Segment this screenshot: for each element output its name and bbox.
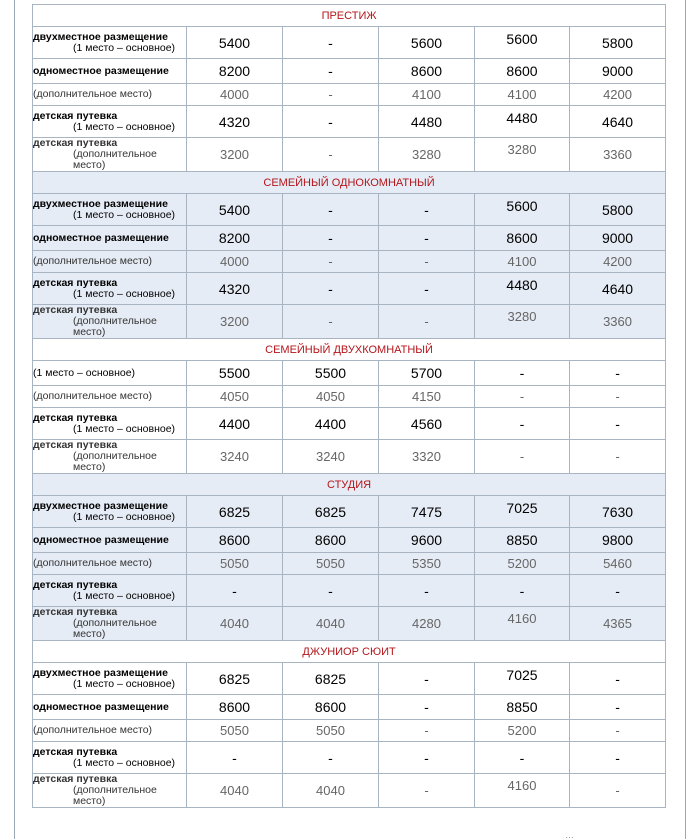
price-cell: 3360 <box>570 138 666 172</box>
row-label-main: детская путевка <box>33 276 118 289</box>
row-label <box>33 386 187 408</box>
price-cell: - <box>570 720 666 742</box>
row-label-note: (1 место – основное) <box>73 756 176 769</box>
price-cell: 9000 <box>570 226 666 251</box>
row-label-note: (1 место – основное) <box>73 510 176 523</box>
row-label <box>33 607 187 641</box>
price-cell: 6825 <box>187 496 283 528</box>
section-title: СЕМЕЙНЫЙ ОДНОКОМНАТНЫЙ <box>33 172 666 194</box>
price-table <box>32 4 666 808</box>
price-cell: 4160 <box>475 607 570 641</box>
price-cell: - <box>379 663 475 695</box>
price-cell: - <box>570 361 666 386</box>
price-cell: 4040 <box>283 607 379 641</box>
row-label-note: (1 место – основное) <box>73 677 176 690</box>
price-cell: 4000 <box>187 251 283 273</box>
price-cell: 5200 <box>475 720 570 742</box>
section-title: СЕМЕЙНЫЙ ДВУХКОМНАТНЫЙ <box>33 339 666 361</box>
price-cell: - <box>570 742 666 774</box>
price-cell: - <box>475 742 570 774</box>
price-cell: - <box>379 251 475 273</box>
price-cell: 4100 <box>475 84 570 106</box>
row-label-text: (дополнительное место) <box>33 255 153 267</box>
row-label-main: детская путевка <box>33 578 118 591</box>
price-row <box>33 408 666 440</box>
row-label-note: (дополнительное место) <box>73 450 157 473</box>
section-header-row <box>33 641 666 663</box>
price-cell: 4200 <box>570 251 666 273</box>
price-row <box>33 273 666 305</box>
price-cell: 6825 <box>283 663 379 695</box>
price-cell: - <box>475 386 570 408</box>
row-label-note: (1 место – основное) <box>73 120 176 133</box>
price-cell: 7475 <box>379 496 475 528</box>
price-row <box>33 496 666 528</box>
price-cell: 4640 <box>570 273 666 305</box>
row-label-text: (дополнительное место) <box>33 724 153 736</box>
price-cell: 8850 <box>475 528 570 553</box>
row-label-main: детская путевка <box>33 137 118 149</box>
price-cell: 4000 <box>187 84 283 106</box>
price-cell: 8600 <box>187 528 283 553</box>
row-label-note: (дополнительное место) <box>73 315 157 338</box>
price-cell: 5600 <box>475 194 570 226</box>
price-row <box>33 742 666 774</box>
price-cell: - <box>379 575 475 607</box>
price-cell: 8600 <box>475 226 570 251</box>
price-cell: 5400 <box>187 194 283 226</box>
price-cell: 4040 <box>187 607 283 641</box>
price-cell: 3200 <box>187 305 283 339</box>
price-row <box>33 27 666 59</box>
row-label <box>33 106 187 138</box>
row-label-note: (1 место – основное) <box>73 287 176 300</box>
row-label <box>33 553 187 575</box>
price-cell: - <box>570 386 666 408</box>
section-header-row <box>33 474 666 496</box>
price-cell: 4560 <box>379 408 475 440</box>
row-label <box>33 496 187 528</box>
price-cell: 4320 <box>187 106 283 138</box>
row-label <box>33 251 187 273</box>
row-label-text: (дополнительное место) <box>33 390 153 402</box>
section-header-row <box>33 172 666 194</box>
row-label-main: одноместное размещение <box>33 700 169 713</box>
price-cell: 8600 <box>283 695 379 720</box>
row-label-main: одноместное размещение <box>33 533 169 546</box>
row-label-note: (дополнительное место) <box>73 784 157 807</box>
price-row <box>33 226 666 251</box>
row-label-main: детская путевка <box>33 304 118 316</box>
price-cell: 4480 <box>379 106 475 138</box>
price-cell: 3280 <box>379 138 475 172</box>
price-cell: 8600 <box>475 59 570 84</box>
price-cell: - <box>570 408 666 440</box>
page-corner-mark: … <box>565 830 576 840</box>
price-cell: 5500 <box>187 361 283 386</box>
price-cell: 4480 <box>475 273 570 305</box>
price-cell: 8600 <box>187 695 283 720</box>
price-cell: - <box>570 575 666 607</box>
row-label <box>33 305 187 339</box>
price-cell: 3200 <box>187 138 283 172</box>
price-cell: - <box>475 575 570 607</box>
price-cell: - <box>283 27 379 59</box>
price-cell: 5050 <box>187 553 283 575</box>
row-label-main: детская путевка <box>33 411 118 424</box>
row-label-main: детская путевка <box>33 439 118 451</box>
price-cell: 4400 <box>187 408 283 440</box>
row-label-main: детская путевка <box>33 773 118 785</box>
price-cell: - <box>283 226 379 251</box>
price-cell: 5460 <box>570 553 666 575</box>
price-cell: 4050 <box>283 386 379 408</box>
price-row <box>33 774 666 808</box>
row-label-note: (1 место – основное) <box>73 589 176 602</box>
price-cell: - <box>379 720 475 742</box>
row-label-main: двухместное размещение <box>33 30 168 43</box>
row-label <box>33 408 187 440</box>
price-cell: 5600 <box>379 27 475 59</box>
price-cell: 5350 <box>379 553 475 575</box>
price-cell: 4400 <box>283 408 379 440</box>
price-cell: 5800 <box>570 27 666 59</box>
price-row <box>33 695 666 720</box>
row-label-main: одноместное размещение <box>33 231 169 244</box>
price-cell: - <box>379 695 475 720</box>
price-cell: - <box>475 408 570 440</box>
row-label <box>33 663 187 695</box>
price-cell: 5050 <box>187 720 283 742</box>
row-label-note: (дополнительное место) <box>73 148 157 171</box>
price-cell: 4100 <box>475 251 570 273</box>
price-cell: 5600 <box>475 27 570 59</box>
price-row <box>33 194 666 226</box>
price-row <box>33 663 666 695</box>
price-row <box>33 575 666 607</box>
section-title: ПРЕСТИЖ <box>33 5 666 27</box>
row-label-main: детская путевка <box>33 109 118 122</box>
price-cell: - <box>379 742 475 774</box>
row-label <box>33 440 187 474</box>
price-cell: - <box>187 575 283 607</box>
price-cell: 4100 <box>379 84 475 106</box>
price-cell: 8600 <box>379 59 475 84</box>
price-row <box>33 386 666 408</box>
section-header-row <box>33 339 666 361</box>
price-row <box>33 84 666 106</box>
price-cell: - <box>283 305 379 339</box>
price-cell: - <box>283 742 379 774</box>
price-cell: - <box>283 273 379 305</box>
price-cell: 4150 <box>379 386 475 408</box>
price-cell: 7025 <box>475 663 570 695</box>
row-label <box>33 720 187 742</box>
row-label-main: двухместное размещение <box>33 666 168 679</box>
price-cell: 8850 <box>475 695 570 720</box>
price-cell: 5400 <box>187 27 283 59</box>
price-cell: - <box>283 106 379 138</box>
row-label-note: (1 место – основное) <box>73 41 176 54</box>
price-cell: 5800 <box>570 194 666 226</box>
row-label <box>33 27 187 59</box>
price-cell: - <box>379 305 475 339</box>
price-cell: 3280 <box>475 305 570 339</box>
price-row <box>33 59 666 84</box>
price-cell: 3360 <box>570 305 666 339</box>
price-row <box>33 305 666 339</box>
price-cell: - <box>475 440 570 474</box>
row-label <box>33 695 187 720</box>
price-cell: 4050 <box>187 386 283 408</box>
price-cell: 3240 <box>283 440 379 474</box>
row-label-main: двухместное размещение <box>33 499 168 512</box>
price-cell: - <box>283 575 379 607</box>
price-row <box>33 553 666 575</box>
price-cell: 7630 <box>570 496 666 528</box>
row-label <box>33 361 187 386</box>
price-cell: 4280 <box>379 607 475 641</box>
row-label-text: (дополнительное место) <box>33 88 153 100</box>
price-row <box>33 251 666 273</box>
row-label <box>33 226 187 251</box>
price-cell: - <box>570 440 666 474</box>
price-cell: 9800 <box>570 528 666 553</box>
row-label-main: детская путевка <box>33 745 118 758</box>
price-row <box>33 528 666 553</box>
price-cell: 4040 <box>187 774 283 808</box>
row-label <box>33 528 187 553</box>
price-cell: - <box>570 695 666 720</box>
section-title: СТУДИЯ <box>33 474 666 496</box>
price-cell: 4040 <box>283 774 379 808</box>
price-cell: 4200 <box>570 84 666 106</box>
price-cell: 8200 <box>187 59 283 84</box>
price-cell: - <box>475 361 570 386</box>
price-cell: 4365 <box>570 607 666 641</box>
row-label <box>33 194 187 226</box>
price-row <box>33 138 666 172</box>
section-header-row <box>33 5 666 27</box>
price-cell: - <box>379 774 475 808</box>
row-label-text: (дополнительное место) <box>33 557 153 569</box>
price-cell: - <box>570 663 666 695</box>
row-label-text: (1 место – основное) <box>33 366 136 379</box>
price-cell: 9000 <box>570 59 666 84</box>
price-cell: - <box>283 138 379 172</box>
row-label-main: детская путевка <box>33 606 118 618</box>
price-table-body <box>33 5 666 808</box>
section-title: ДЖУНИОР СЮИТ <box>33 641 666 663</box>
price-cell: - <box>379 194 475 226</box>
price-cell: 7025 <box>475 496 570 528</box>
price-cell: 6825 <box>283 496 379 528</box>
row-label-main: двухместное размещение <box>33 197 168 210</box>
price-cell: 4320 <box>187 273 283 305</box>
price-cell: - <box>379 226 475 251</box>
price-cell: - <box>187 742 283 774</box>
price-row <box>33 361 666 386</box>
price-cell: 5700 <box>379 361 475 386</box>
price-cell: - <box>283 194 379 226</box>
price-cell: 9600 <box>379 528 475 553</box>
row-label-note: (1 место – основное) <box>73 208 176 221</box>
price-cell: 3280 <box>475 138 570 172</box>
price-cell: 6825 <box>187 663 283 695</box>
row-label <box>33 774 187 808</box>
price-cell: - <box>283 84 379 106</box>
row-label-note: (дополнительное место) <box>73 617 157 640</box>
row-label <box>33 59 187 84</box>
price-cell: 4160 <box>475 774 570 808</box>
price-cell: 5200 <box>475 553 570 575</box>
row-label <box>33 138 187 172</box>
row-label <box>33 273 187 305</box>
price-cell: 5500 <box>283 361 379 386</box>
row-label <box>33 742 187 774</box>
price-cell: 8200 <box>187 226 283 251</box>
price-row <box>33 607 666 641</box>
price-row <box>33 106 666 138</box>
row-label-note: (1 место – основное) <box>73 422 176 435</box>
price-cell: - <box>283 251 379 273</box>
price-cell: 5050 <box>283 720 379 742</box>
price-cell: 4640 <box>570 106 666 138</box>
price-cell: 4480 <box>475 106 570 138</box>
price-cell: - <box>283 59 379 84</box>
price-cell: 5050 <box>283 553 379 575</box>
row-label <box>33 575 187 607</box>
price-cell: 8600 <box>283 528 379 553</box>
row-label <box>33 84 187 106</box>
price-row <box>33 440 666 474</box>
price-cell: 3320 <box>379 440 475 474</box>
price-cell: 3240 <box>187 440 283 474</box>
row-label-main: одноместное размещение <box>33 64 169 77</box>
price-cell: - <box>570 774 666 808</box>
price-row <box>33 720 666 742</box>
price-cell: - <box>379 273 475 305</box>
